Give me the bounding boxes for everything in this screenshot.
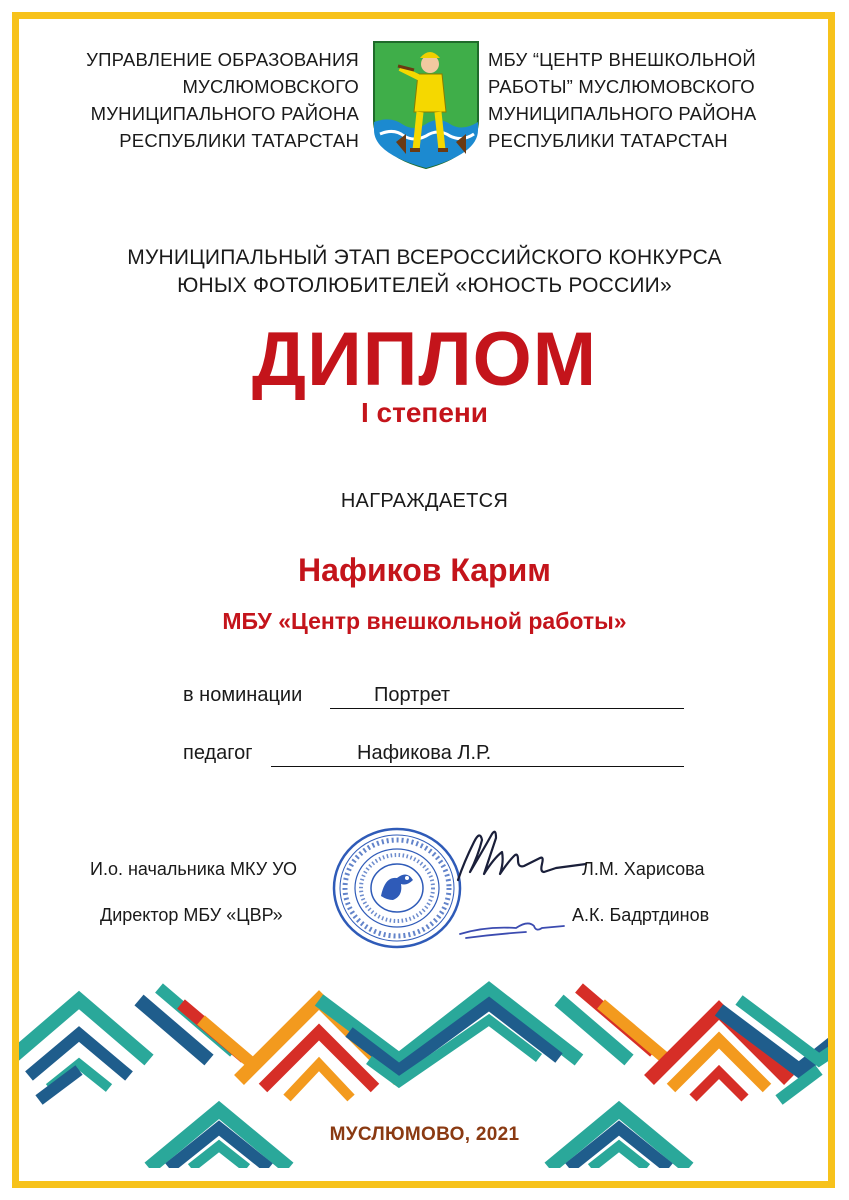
teacher-row [0,740,849,768]
issuer-right-line: РАБОТЫ” МУСЛЮМОВСКОГО [488,76,755,97]
signature-1-icon [452,822,592,888]
issuer-right-line: МБУ “ЦЕНТР ВНЕШКОЛЬНОЙ [488,49,756,70]
nomination-row [0,682,849,710]
teacher-label: педагог [183,742,253,764]
issuer-left-line: МУСЛЮМОВСКОГО [182,76,359,97]
place-and-year: МУСЛЮМОВО, 2021 [329,1124,520,1145]
official-seal-icon [331,826,463,950]
recipient-name: Нафиков Карим [298,552,551,588]
contest-title [0,244,849,300]
contest-line: МУНИЦИПАЛЬНЫЙ ЭТАП ВСЕРОССИЙСКОГО КОНКУРСА [127,246,722,269]
issuer-right-line: МУНИЦИПАЛЬНОГО РАЙОНА [488,103,757,124]
issuer-left-line: РЕСПУБЛИКИ ТАТАРСТАН [119,130,359,151]
contest-line: ЮНЫХ ФОТОЛЮБИТЕЛЕЙ «ЮНОСТЬ РОССИИ» [177,274,672,297]
awarded-label: НАГРАЖДАЕТСЯ [340,490,509,512]
recipient-organization: МБУ «Центр внешкольной работы» [222,608,627,634]
signatory-1-name: Л.М. Харисова [582,859,705,879]
teacher-value: Нафикова Л.Р. [357,742,492,764]
signatory-2-position: Директор МБУ «ЦВР» [100,905,283,925]
issuer-right-line: РЕСПУБЛИКИ ТАТАРСТАН [488,130,728,151]
issuer-left-line: УПРАВЛЕНИЕ ОБРАЗОВАНИЯ [86,49,359,70]
diploma-title: ДИПЛОМ [251,317,598,402]
nomination-value: Портрет [374,684,451,706]
signature-2-icon [456,912,568,942]
issuer-right [488,46,756,154]
issuer-left-line: МУНИЦИПАЛЬНОГО РАЙОНА [90,103,359,124]
nomination-label: в номинации [183,684,303,706]
signatory-2-name: А.К. Бадртдинов [572,905,710,925]
coat-of-arms-icon [370,38,482,170]
issuer-left [86,46,359,154]
signatory-1-position: И.о. начальника МКУ УО [90,859,298,879]
diploma-degree: I степени [360,397,489,428]
